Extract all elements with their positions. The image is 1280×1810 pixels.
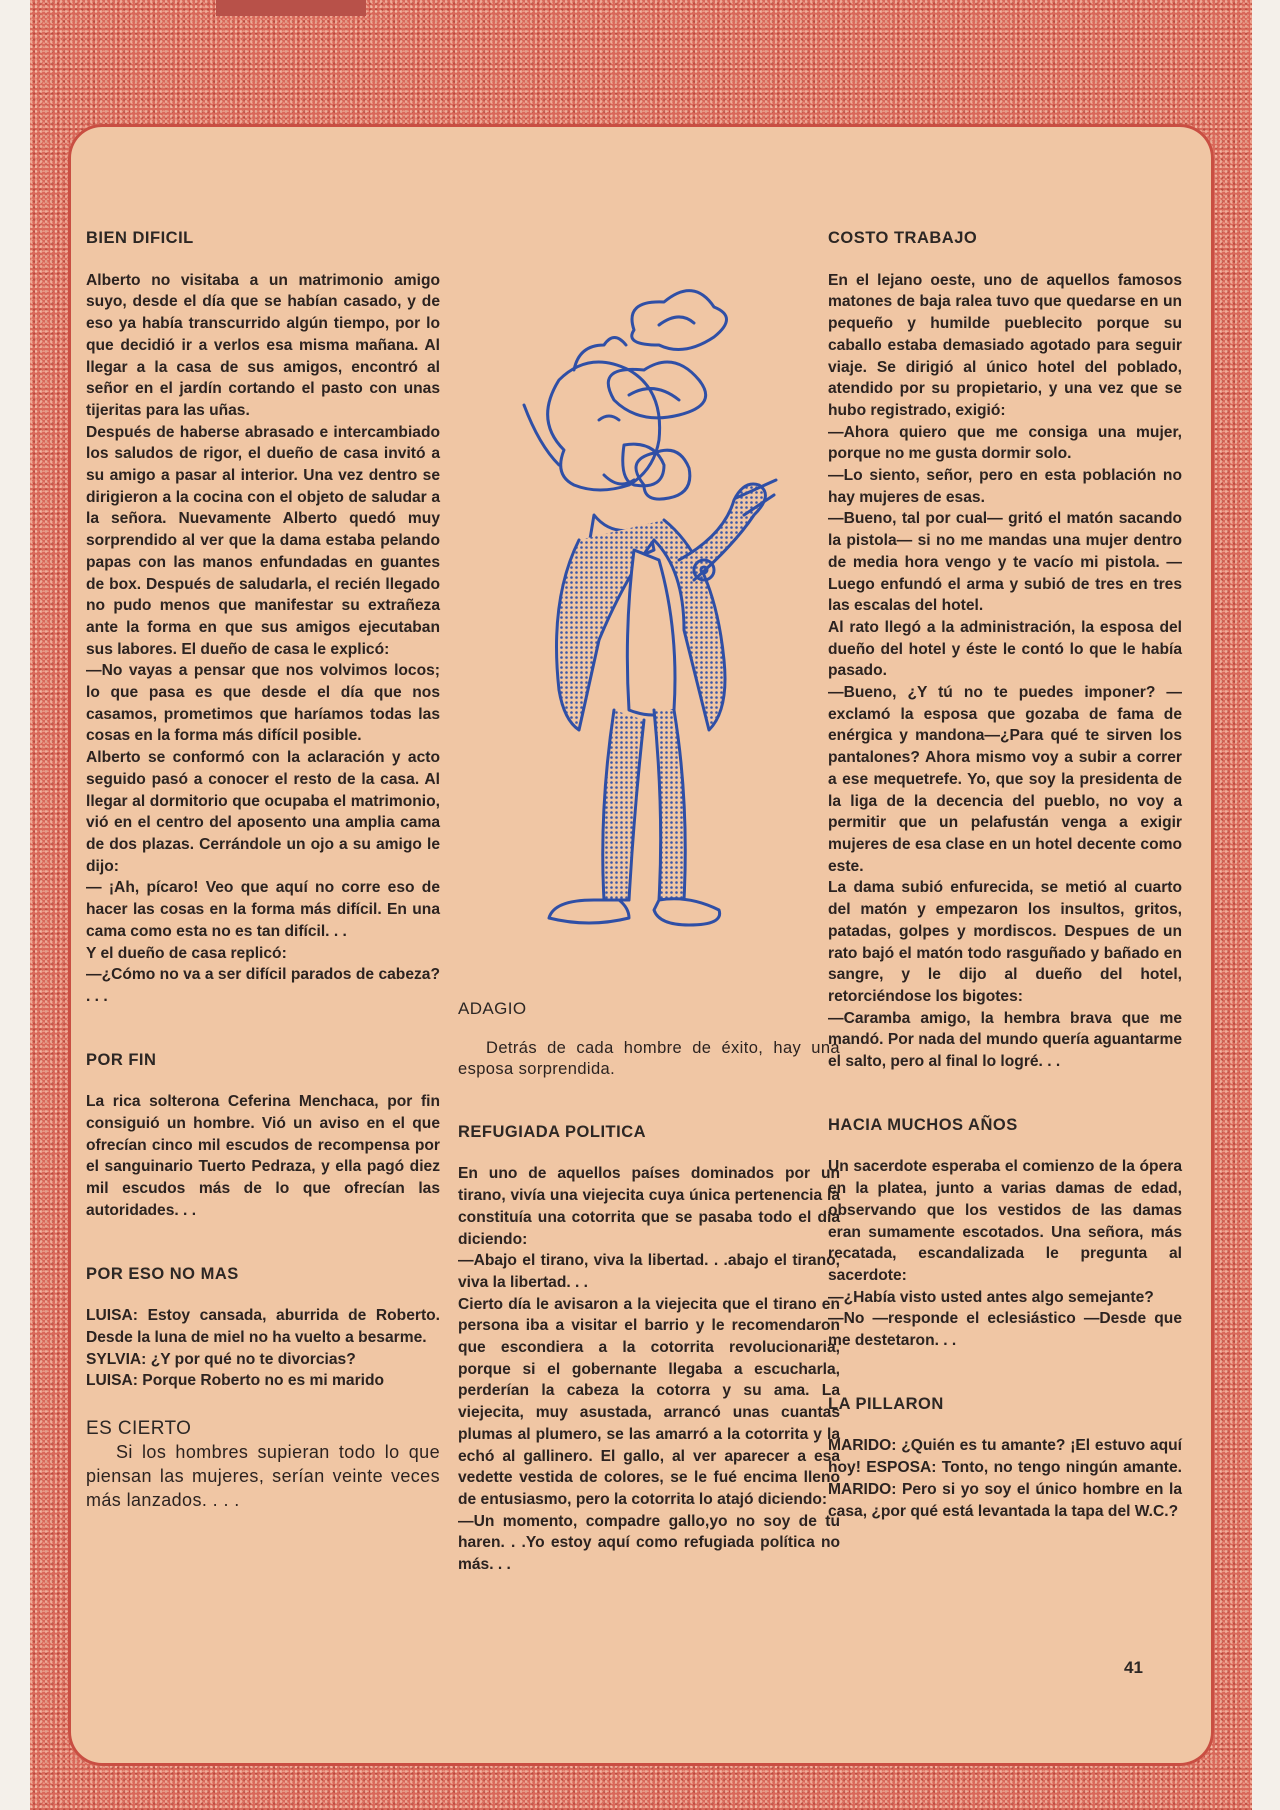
heading-refugiada-politica: REFUGIADA POLITICA (458, 1122, 647, 1141)
middle-column (458, 998, 840, 1576)
left-column (86, 228, 440, 1512)
paragraph: —¿Cómo no va a ser difícil parados de cabeza? . . . (86, 966, 440, 1005)
paragraph: En uno de aquellos países dominados por un tirano, vivía una viejecita cuya única pertenencia la constituía una cotorrita que se pasaba todo el día diciendo: (458, 1165, 840, 1248)
paragraph: Y el dueño de casa replicó: (86, 944, 287, 962)
man-smoking-illustration (504, 270, 804, 950)
paragraph: —Bueno, ¿Y tú no te puedes imponer? —exclamó la esposa que gozaba de fama de enérgica y mandona—¿Para qué te sirven los pantalones? Ahora mismo voy a subir a correr a ese mequetrefe. Yo, que soy la presidenta de la liga de la decencia del pueblo, no voy a permitir que un pelafustán venga a exigir mujeres de esa clase en un hotel decente como este. (828, 684, 1182, 875)
paragraph: —No —responde el eclesiástico —Desde que me destetaron. . . (828, 1310, 1182, 1350)
paragraph: SYLVIA: ¿Y por qué no te divorcias? (86, 1350, 356, 1368)
top-tab-strip (216, 0, 366, 16)
heading-es-cierto: ES CIERTO (86, 1418, 192, 1440)
heading-costo-trabajo: COSTO TRABAJO (828, 229, 978, 247)
paragraph: LUISA: Porque Roberto no es mi marido (86, 1372, 385, 1390)
paragraph: Después de haberse abrasado e intercambiado los saludos de rigor, el dueño de casa invitó a su amigo a pasar al interior. Una vez dentro se dirigieron a la cocina con el objeto de saludar a la señora. Nuevamente Alberto quedó muy sorprendido al ver que la dama estaba pelando papas con las manos enfundadas en guantes de box. Después de saludarla, el recién llegado no pudo menos que manifestar su extrañeza ante la forma en que sus amigos ejecutaban sus labores. El dueño de casa le explicó: (86, 423, 440, 658)
page-number: 41 (1124, 1658, 1143, 1677)
magazine-page (30, 0, 1252, 1810)
heading-la-pillaron: LA PILLARON (828, 1394, 944, 1413)
heading-bien-dificil: BIEN DIFICIL (86, 229, 194, 247)
paragraph: —Caramba amigo, la hembra brava que me mandó. Por nada del mundo quería aguantarme el salto, pero al final lo logré. . . (828, 1009, 1182, 1071)
paragraph: —Abajo el tirano, viva la libertad. . .abajo el tirano, viva la libertad. . . (458, 1252, 840, 1291)
paragraph: —Un momento, compadre gallo,yo no soy de tu haren. . .Yo estoy aquí como refugiada política no más. . . (458, 1512, 840, 1574)
paragraph: —Bueno, tal por cual— gritó el matón sacando la pistola— si no me mandas una mujer dentro de media hora vengo y te vacío mi pistola. —Luego enfundó el arma y subió de tres en tres las escalas del hotel. (828, 510, 1182, 615)
heading-por-eso-no-mas: POR ESO NO MAS (86, 1264, 239, 1283)
caption-text: Detrás de cada hombre de éxito, hay una esposa sorprendida. (458, 1038, 840, 1078)
paragraph: MARIDO: ¿Quién es tu amante? ¡El estuvo aquí hoy! ESPOSA: Tonto, no tengo ningún amante. MARIDO: Pero si yo soy el único hombre en la casa, ¿por qué está levantada la tapa del W.C.? (828, 1437, 1182, 1520)
caption-title: ADAGIO (458, 999, 527, 1018)
paragraph: Si los hombres supieran todo lo que piensan las mujeres, serían veinte veces más lanzados. . . . (86, 1441, 440, 1510)
paragraph: La dama subió enfurecida, se metió al cuarto del matón y empezaron los insultos, gritos, patadas, golpes y mordiscos. Despues de un rato bajó el matón todo rasguñado y bañado en sangre, y le dijo al dueño del hotel, retorciéndose los bigotes: (828, 879, 1182, 1005)
right-column (828, 228, 1182, 1522)
paragraph: Un sacerdote esperaba el comienzo de la ópera en la platea, junto a varias damas de edad, observando que los vestidos de las damas eran sumamente escotados. Una señora, más recatada, escandalizada le pregunta al sacerdote: (828, 1158, 1182, 1284)
paragraph: Al rato llegó a la administración, la esposa del dueño del hotel y éste le contó lo que le había pasado. (828, 618, 1182, 680)
paragraph: Alberto no visitaba a un matrimonio amigo suyo, desde el día que se habían casado, y de eso ya había transcurrido algún tiempo, por lo que decidió ir a verlos esa misma mañana. Al llegar a la casa de sus amigos, encontró al señor en el jardín cortando el pasto con unas tijeritas para las uñas. (86, 271, 440, 419)
paragraph: Alberto se conformó con la aclaración y acto seguido pasó a conocer el resto de la casa. Al llegar al dormitorio que ocupaba el matrimonio, vió en el centro del aposento una amplia cama de dos plazas. Cerrándole un ojo a su amigo le dijo: (86, 749, 440, 875)
paragraph: —Ahora quiero que me consiga una mujer, porque no me gusta dormir solo. (828, 423, 1182, 463)
paragraph: La rica solterona Ceferina Menchaca, por fin consiguió un hombre. Vió un aviso en el que ofrecían cinco mil escudos de recompensa por el sanguinario Tuerto Pedraza, y ella pagó diez mil escudos más de lo que ofrecían las autoridades. . . (86, 1093, 440, 1219)
paragraph: —Lo siento, señor, pero en esta población no hay mujeres de esas. (828, 467, 1182, 506)
paragraph: — ¡Ah, pícaro! Veo que aquí no corre eso de hacer las cosas en la forma más difícil. En una cama como esta no es tan difícil. . . (86, 879, 440, 940)
paragraph: —No vayas a pensar que nos volvimos locos; lo que pasa es que desde el día que nos casamos, prometimos que haríamos todas las cosas en la forma más difícil posible. (86, 662, 440, 745)
paragraph: Cierto día le avisaron a la viejecita que el tirano en persona iba a visitar el barrio y le recomendaron que escondiera a la cotorrita revolucionaria, porque si el gobernante llegaba a escucharla, perderían la cabeza la cotorra y su ama. La viejecita, muy asustada, arrancó unas cuantas plumas al plumero, se las amarró a la cotorrita y la echó al gallinero. El gallo, al ver aparecer a esa vedette vestida de colores, se le fué encima lleno de entusiasmo, pero la cotorrita lo atajó diciendo: (458, 1295, 840, 1508)
paragraph: En el lejano oeste, uno de aquellos famosos matones de baja ralea tuvo que quedarse en un pequeño y humilde pueblecito porque su caballo estaba demasiado agotado para seguir viaje. Se dirigió al único hotel del poblado, atendido por su propietario, y una vez que se hubo registrado, exigió: (828, 271, 1182, 419)
heading-hacia-muchos-anos: HACIA MUCHOS AÑOS (828, 1115, 1018, 1134)
heading-por-fin: POR FIN (86, 1050, 157, 1069)
paragraph: LUISA: Estoy cansada, aburrida de Roberto. Desde la luna de miel no ha vuelto a besarme. (86, 1307, 440, 1346)
paragraph: —¿Había visto usted antes algo semejante? (828, 1288, 1154, 1306)
